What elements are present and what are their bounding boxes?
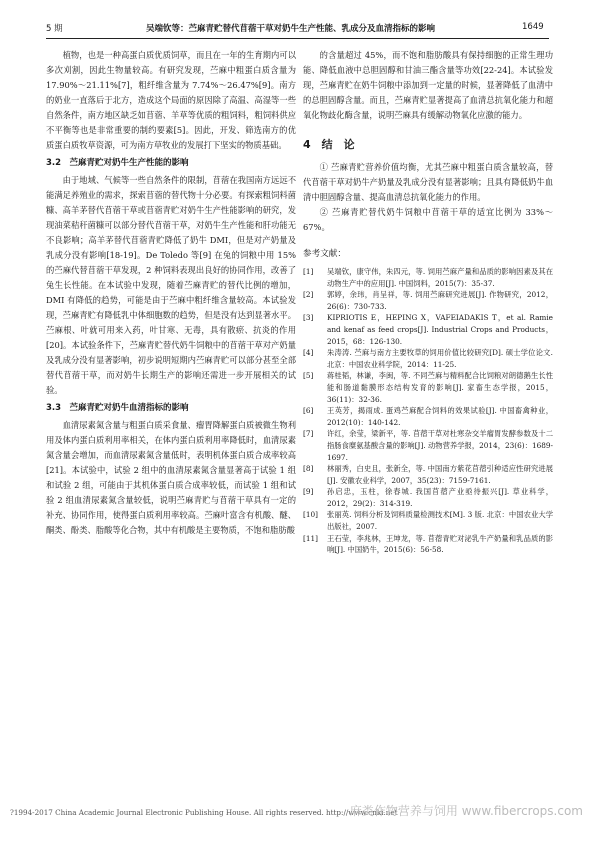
reference-number: [7]	[303, 429, 314, 439]
reference-text: 朱涛涛. 苎麻与南方主要牧草的饲用价值比较研究[D]. 硕士学位论文. 北京：中国农业科学院，2014：11-25.	[327, 348, 553, 369]
reference-list	[303, 266, 553, 556]
watermark: 麻类作物营养与饲用 www.fibercrops.com	[349, 804, 583, 818]
reference-text: 张丽英. 饲料分析及饲料质量检测技术[M]. 3 版. 北京：中国农业大学出版社，2007.	[327, 510, 553, 532]
reference-item	[303, 289, 553, 312]
reference-item	[303, 486, 553, 509]
reference-text: 吴端钦，康守伟，朱四元，等. 饲用苎麻产量和品质的影响因素及其在动物生产中的应用[J]. 中国饲料，2015(7)：35-37.	[327, 267, 553, 288]
reference-number: [11]	[303, 533, 318, 543]
body-paragraph: 植物，也是一种高蛋白质优质饲草，而且在一年的生育期内可以多次刈割，因此生物量较高。有研究发现，苎麻中粗蛋白质含量为 17.90%～21.11%[7]，粗纤维含量为 7.74%～26.47%[9]。南方的奶业一直落后于北方，造成这个局面的原因除了高温、高湿等一些自然条件，南方地区缺乏如苜蓿、羊草等优质的粗饲料，粗饲料供应不平衡等也是非常重要的制约要素[5]。因此，开发、筛选南方的优质蛋白质牧草资源，可为南方草牧业的发展打下坚实的物质基础。	[46, 50, 296, 150]
reference-number: [9]	[303, 487, 314, 497]
reference-item	[303, 370, 553, 405]
running-title: 吴端钦等：苎麻青贮替代苜蓿干草对奶牛生产性能、乳成分及血清指标的影响	[146, 24, 436, 34]
reference-item	[303, 428, 553, 463]
body-paragraph: 由于地域、气候等一些自然条件的限制，苜蓿在我国南方远远不能满足养殖业的需求，探索苜蓿的替代物十分必要。有探索粗饲料菌糠、高羊茅替代苜蓿干草或苜蓿青贮对奶牛生产性能影响的研究，发现油菜秸秆菌糠可以部分替代苜蓿干草，对奶牛生产性能和肝功能无不良影响；高羊茅替代苜蓿青贮降低了奶牛 DMI，但是对产奶量及乳成分没有影响[18-19]。De Toledo 等[9] 在兔的饲粮中用 15%的苎麻代替苜蓿干草发现，2 种饲料表现出良好的协同作用，改善了兔生长性能。在本试验中发现，随着苎麻青贮的替代比例的增加，DMI 有降低的趋势，可能是由于苎麻中粗纤维含量较高。本试验发现，苎麻青贮有降低乳中体细胞数的趋势，但是没有达到显著水平。苎麻根、叶就可用来入药，叶甘寒、无毒，具有散瘀、抗炎的作用[20]。本试验条件下，苎麻青贮替代奶牛饲粮中的苜蓿干草对产奶量及乳成分没有显著影响，初步说明短期内苎麻青贮可以部分甚至全部替代苜蓿干草，而对奶牛长期生产的影响还需进一步开展相关的试验。	[46, 175, 296, 395]
conclusion-item: ② 苎麻青贮替代奶牛饲粮中苜蓿干草的适宜比例为 33%～67%。	[303, 207, 553, 232]
reference-text: 王石莹，李兆林，王坤龙，等. 苜蓿青贮对泌乳牛产奶量和乳品质的影响[J]. 中国奶牛，2015(6)：56-58.	[327, 533, 553, 555]
section-heading-conclusion: 4 结 论	[303, 138, 355, 151]
reference-text: KIPRIOTIS E，HEPING X，VAFEIADAKIS T，et al. Ramie and kenaf as feed crops[J]. Industrial Crops and Products，2015，68：126-130.	[327, 313, 553, 346]
reference-number: [2]	[303, 290, 314, 300]
reference-text: 蒋桂韬，林谦，李闽，等. 不同苎麻与精料配合比饲粮对朗德鹅生长性能和肠道黏膜形态结构发育的影响[J]. 家畜生态学报，2015，36(11)：32-36.	[327, 371, 553, 404]
reference-number: [5]	[303, 371, 314, 381]
reference-number: [6]	[303, 406, 314, 416]
body-paragraph: 的含量超过 45%，而不饱和脂肪酸具有保持细胞的正常生理功能、降低血液中总胆固醇和甘油三酯含量等功效[22-24]。本试验发现，苎麻青贮在奶牛饲粮中添加到一定量的时候，显著降低了血清中的总胆固醇含量。而且，苎麻青贮显著提高了血清总抗氧化能力和超氧化物歧化酶含量，说明苎麻具有缓解动物氧化应激的能力。	[303, 50, 553, 120]
reference-text: 王英芳，揭雨成. 蛋鸡苎麻配合饲料的效果试验[J]. 中国畜禽种业，2012(10)：140-142.	[327, 406, 553, 427]
reference-text: 许红，余莹，梁新平，等. 苜蓿干草对杜寒杂交羊瘤胃发酵参数及十二指肠食糜氨基酸含量的影响[J]. 动物营养学报，2014，23(6)：1689-1697.	[327, 429, 553, 462]
reference-item	[303, 312, 553, 347]
reference-item	[303, 347, 553, 370]
issue-label: 5 期	[46, 24, 63, 34]
references-heading: 参考文献：	[303, 249, 346, 259]
copyright-line: ?1994-2017 China Academic Journal Electronic Publishing House. All rights reserved. http://www.cnki.net	[10, 808, 398, 817]
section-heading-3-2: 3.2 苎麻青贮对奶牛生产性能的影响	[46, 158, 189, 168]
reference-number: [1]	[303, 267, 314, 276]
header-divider	[46, 38, 549, 39]
reference-number: [10]	[303, 510, 318, 520]
left-column	[46, 48, 296, 538]
reference-number: [3]	[303, 313, 314, 323]
body-paragraph: 血清尿素氮含量与粗蛋白质采食量、瘤胃降解蛋白质被微生物利用及体内蛋白质利用率相关，在体内蛋白质利用率降低时，血清尿素氮含量会增加，而血清尿素氮含量低时，表明机体蛋白质合成率较高[21]。本试验中，试验 2 组中的血清尿素氮含量显著高于试验 1 组和试验 2 组，可能由于其机体蛋白质合成率较低，而试验 1 组和试验 2 组血清尿素氮含量较低，说明苎麻青贮与苜蓿干草具有一定的补充、协同作用，使得蛋白质利用率较高。苎麻叶富含有机酸、醚、酮类、酚类、脂酸等化合物，其中有机酸是主要物质，不饱和脂肪酸	[46, 420, 296, 535]
reference-number: [4]	[303, 348, 314, 358]
reference-text: 孙启忠，玉柱，徐春城. 我国苜蓿产业亟待振兴[J]. 草业科学，2012，29(2)：314-319.	[327, 487, 553, 508]
conclusion-item: ① 苎麻青贮营养价值均衡，尤其苎麻中粗蛋白质含量较高，替代苜蓿干草对奶牛产奶量及乳成分没有显著影响；且具有降低奶牛血清中胆固醇含量、提高血清总抗氧化能力的作用。	[303, 162, 553, 202]
reference-text: 郭婷，余玮，肖呈祥，等. 饲用苎麻研究进展[J]. 作物研究，2012，26(6)：730-733.	[327, 290, 553, 311]
page-number: 1649	[522, 22, 544, 32]
reference-item	[303, 463, 553, 486]
reference-number: [8]	[303, 464, 314, 474]
reference-text: 林丽秀，白史且，张新全，等. 中国南方紫花苜蓿引种适应性研究进展[J]. 安徽农业科学，2007，35(23)：7159-7161.	[327, 464, 553, 485]
reference-item	[303, 509, 553, 532]
reference-item	[303, 533, 553, 556]
reference-item	[303, 405, 553, 428]
section-heading-3-3: 3.3 苎麻青贮对奶牛血清指标的影响	[46, 403, 189, 413]
right-column	[303, 48, 553, 556]
reference-item	[303, 266, 553, 289]
